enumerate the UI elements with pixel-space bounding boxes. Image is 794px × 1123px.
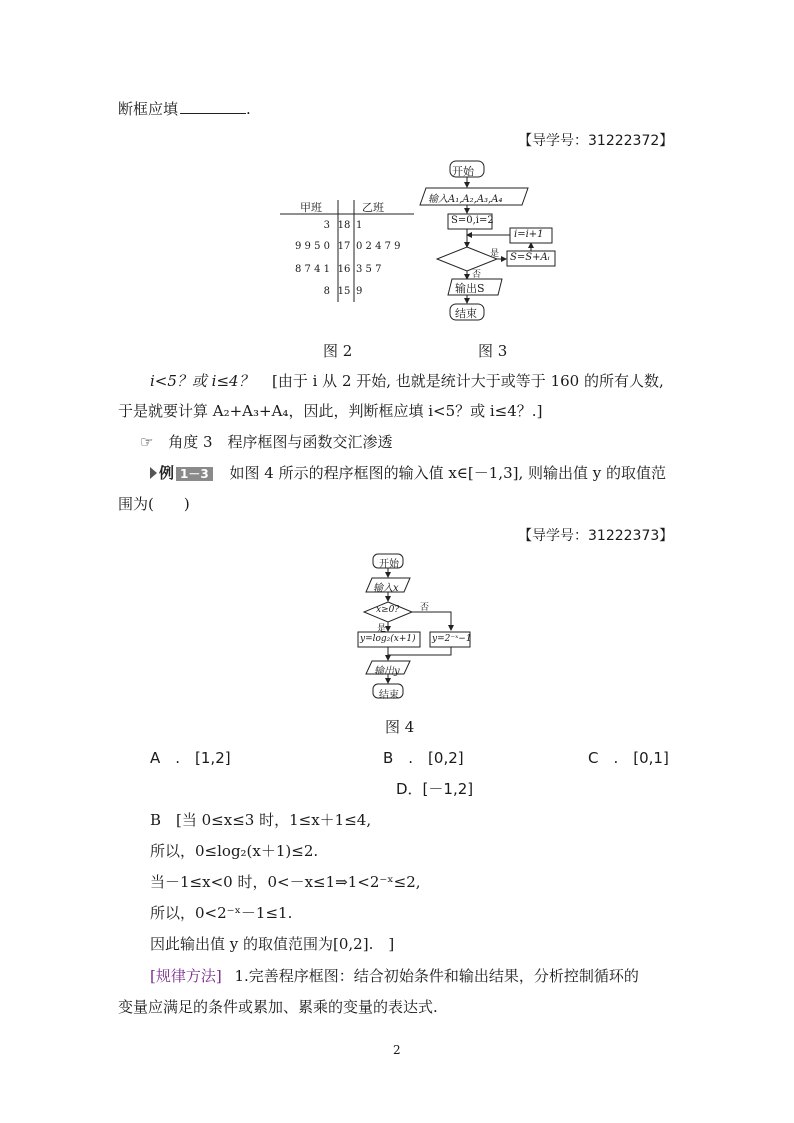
guide-number-2: 【导学号：31222373】 xyxy=(518,528,674,544)
flow4-right-box: y=2⁻ˣ−1 xyxy=(432,634,472,644)
solution-line-5: 因此输出值 y 的取值范围为[0,2]. ] xyxy=(150,935,395,953)
flow3-accumulate: S=S+Aᵢ xyxy=(510,252,550,263)
leaf-left-3: 8 xyxy=(323,286,330,297)
leaf-right-1: 0 2 4 7 9 xyxy=(356,241,401,252)
example-badge xyxy=(150,462,213,483)
flow4-no: 否 xyxy=(420,603,430,613)
flow4-condition: x≥0? xyxy=(376,605,400,615)
flow3-increment: i=i+1 xyxy=(514,229,544,240)
pointing-hand-icon: ☞ xyxy=(140,433,154,451)
question-tail xyxy=(118,98,251,119)
stem-3: 15 xyxy=(337,286,351,297)
option-b[interactable]: B . [0,2] xyxy=(383,749,464,767)
flow4-yes: 是 xyxy=(377,624,387,634)
option-a[interactable]: A . [1,2] xyxy=(150,749,231,767)
example-label: 例 xyxy=(159,464,175,482)
question-tail-text: 断框应填 xyxy=(118,100,179,118)
stem-2: 16 xyxy=(337,264,351,275)
flow3-output: 输出S xyxy=(455,282,485,295)
answer-1-key: i<5？或 i≤4？ xyxy=(150,372,254,390)
flow3-init: S=0,i=2 xyxy=(451,215,494,226)
leaf-right-0: 1 xyxy=(356,220,363,231)
method-text-1: 1.完善程序框图：结合初始条件和输出结果，分析控制循环的 xyxy=(234,967,639,985)
leaf-left-2: 8 7 4 1 xyxy=(295,264,330,275)
stem-0: 18 xyxy=(337,220,351,231)
flow3-yes: 是 xyxy=(490,249,500,259)
section-title: 角度 3 程序框图与函数交汇渗透 xyxy=(168,433,393,451)
flowchart-4-graphic xyxy=(355,552,475,704)
flow4-input: 输入x xyxy=(373,583,399,594)
class-b-header: 乙班 xyxy=(362,201,384,214)
answer-1-explanation-b: 于是就要计算 A₂+A₃+A₄，因此，判断框应填 i<5？或 i≤4？.] xyxy=(118,402,543,420)
class-a-header: 甲班 xyxy=(300,201,322,214)
flow3-end: 结束 xyxy=(455,307,477,320)
option-d[interactable]: D．[－1,2] xyxy=(396,780,474,798)
answer-1-explanation-a: [由于 i 从 2 开始, 也就是统计大于或等于 160 的所有人数, xyxy=(272,372,664,390)
flow3-no: 否 xyxy=(472,270,482,280)
page-number: 2 xyxy=(393,1043,401,1057)
flow3-input: 输入A₁,A₂,A₃,A₄ xyxy=(428,194,503,205)
flow4-end: 结束 xyxy=(379,690,399,701)
solution-line-2: 所以，0≤log₂(x＋1)≤2. xyxy=(150,842,319,860)
example-line-2: 围为( ) xyxy=(118,495,190,513)
flow4-left-box: y=log₂(x+1) xyxy=(360,634,416,644)
triangle-icon xyxy=(150,467,157,479)
option-c[interactable]: C . [0,1] xyxy=(588,749,669,767)
period: . xyxy=(246,100,251,118)
example-number: 1－3 xyxy=(176,467,213,481)
method-line-2: 变量应满足的条件或累加、累乘的变量的表达式. xyxy=(118,998,438,1016)
example-text: 如图 4 所示的程序框图的输入值 x∈[－1,3], 则输出值 y 的取值范 xyxy=(229,464,667,482)
flowchart-3-graphic xyxy=(412,155,562,325)
section-heading xyxy=(140,431,393,452)
leaf-right-2: 3 5 7 xyxy=(356,264,382,275)
flow4-output: 输出y xyxy=(374,666,400,677)
figure-3-caption: 图 3 xyxy=(478,342,508,360)
leaf-left-1: 9 9 5 0 xyxy=(295,241,330,252)
solution-line-4: 所以，0<2⁻ˣ－1≤1. xyxy=(150,904,293,922)
answer-blank xyxy=(180,99,246,114)
solution-line-1: B [当 0≤x≤3 时，1≤x＋1≤4, xyxy=(150,811,372,829)
figure-4-caption: 图 4 xyxy=(385,718,415,736)
solution-line-3: 当－1≤x<0 时，0<－x≤1⇒1<2⁻ˣ≤2, xyxy=(150,873,421,891)
stem-1: 17 xyxy=(337,241,351,252)
guide-number-1: 【导学号：31222372】 xyxy=(518,133,674,149)
method-line-1 xyxy=(150,965,639,986)
flow3-start: 开始 xyxy=(452,165,474,178)
leaf-right-3: 9 xyxy=(356,286,363,297)
example-line-1 xyxy=(150,462,666,483)
leaf-left-0: 3 xyxy=(323,220,330,231)
method-label: [规律方法] xyxy=(150,967,222,985)
figure-2-caption: 图 2 xyxy=(323,342,353,360)
flow4-start: 开始 xyxy=(379,559,399,570)
